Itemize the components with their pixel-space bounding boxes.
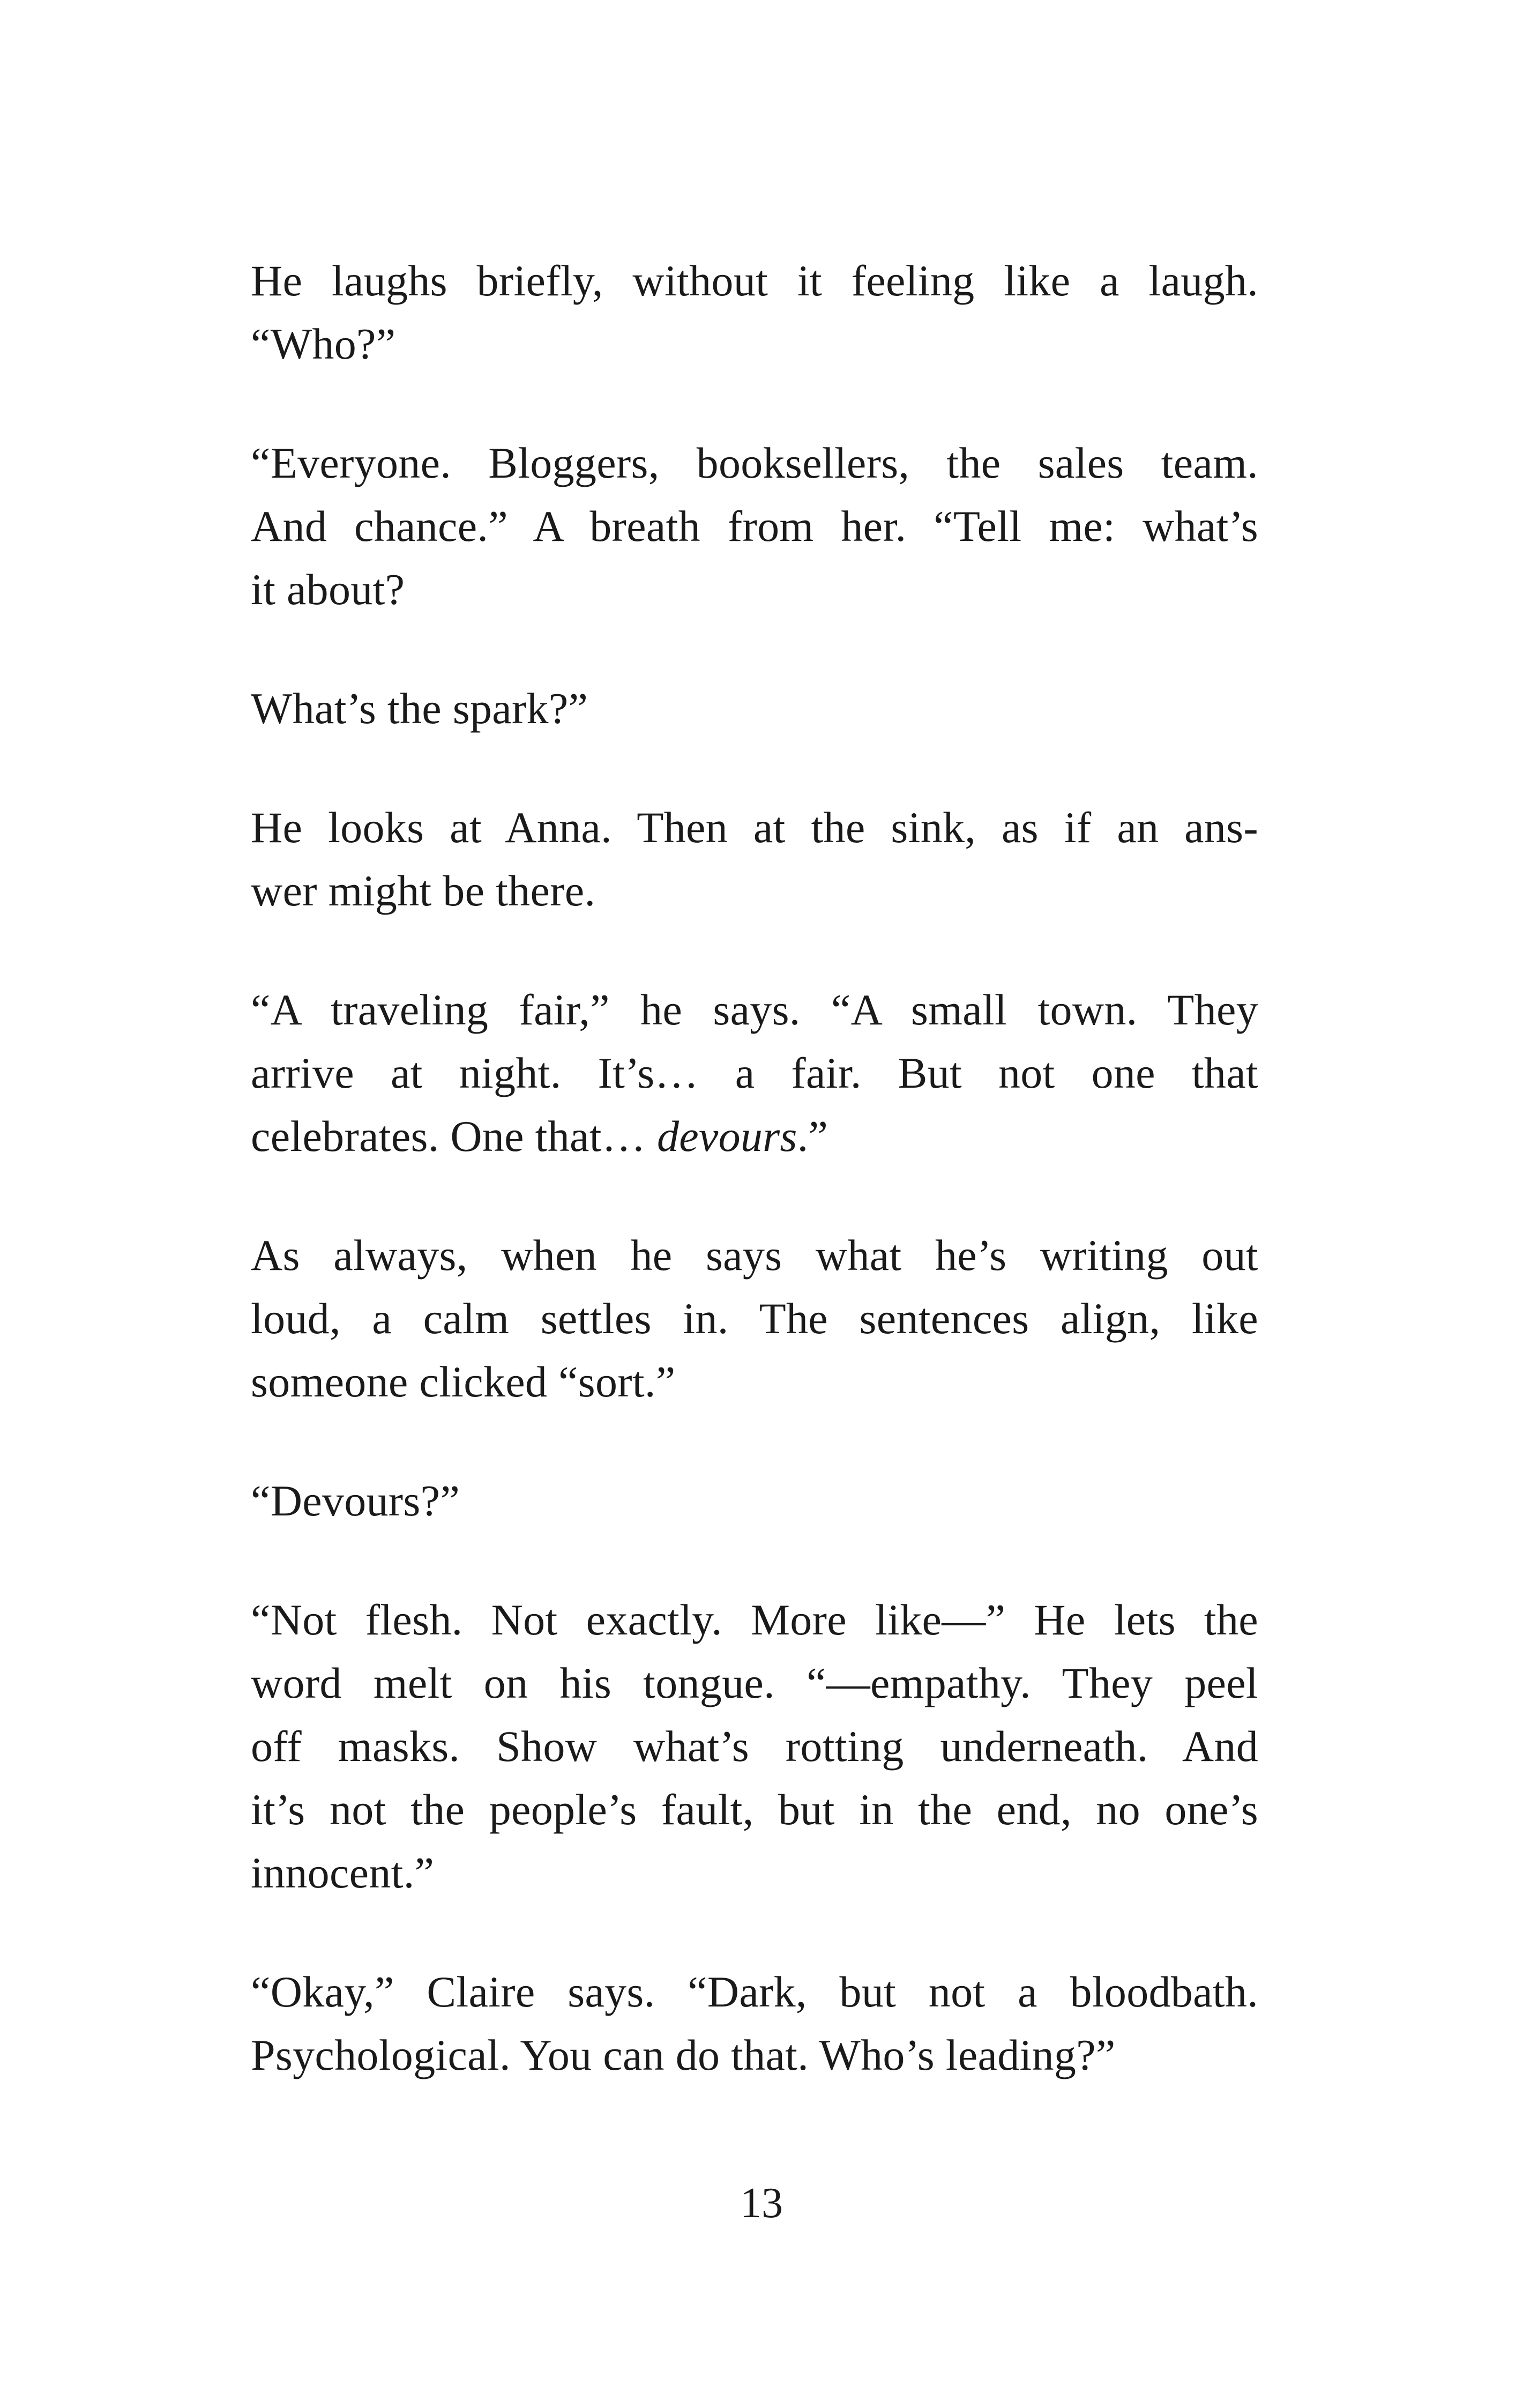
text-line: As always, when he says what he’s writing out — [251, 1231, 1258, 1280]
paragraph — [251, 1588, 1258, 1905]
text-line: “Not flesh. Not exactly. More like—” He lets the — [251, 1595, 1258, 1644]
paragraph — [251, 432, 1258, 621]
paragraph — [251, 1469, 1258, 1533]
text-line: And chance.” A breath from her. “Tell me: what’s — [251, 502, 1258, 551]
text-run: celebrates. One that… — [251, 1112, 657, 1161]
text-line: loud, a calm settles in. The sentences align, like — [251, 1294, 1258, 1343]
text-line: He laughs briefly, without it feeling like a laugh. — [251, 256, 1258, 305]
paragraph — [251, 796, 1258, 923]
body-text — [251, 249, 1258, 2087]
text-line: “Devours?” — [251, 1476, 460, 1525]
text-line: “A traveling fair,” he says. “A small town. They — [251, 985, 1258, 1034]
text-line: He looks at Anna. Then at the sink, as if an ans- — [251, 803, 1258, 852]
text-line: wer might be there. — [251, 866, 596, 915]
page-number: 13 — [740, 2180, 783, 2227]
text-line: “Everyone. Bloggers, booksellers, the sales team. — [251, 439, 1258, 487]
text-line: it about? — [251, 565, 405, 614]
text-line: it’s not the people’s fault, but in the end, no one’s — [251, 1785, 1258, 1834]
text-line: What’s the spark?” — [251, 684, 588, 733]
text-line: “Okay,” Claire says. “Dark, but not a bloodbath. — [251, 1967, 1258, 2016]
text-line: innocent.” — [251, 1848, 435, 1897]
text-line: “Who?” — [251, 319, 396, 368]
text-run: .” — [797, 1112, 828, 1161]
text-line: someone clicked “sort.” — [251, 1357, 676, 1406]
text-line: word melt on his tongue. “—empathy. They peel — [251, 1659, 1258, 1707]
paragraph — [251, 249, 1258, 376]
paragraph — [251, 1960, 1258, 2087]
text-line — [251, 1105, 1258, 1168]
text-line: off masks. Show what’s rotting underneath. And — [251, 1722, 1258, 1771]
paragraph — [251, 1224, 1258, 1414]
paragraph — [251, 978, 1258, 1168]
text-line: Psychological. You can do that. Who’s leading?” — [251, 2031, 1116, 2079]
text-line: arrive at night. It’s… a fair. But not one that — [251, 1049, 1258, 1097]
italic-word: devours — [656, 1112, 797, 1161]
paragraph — [251, 677, 1258, 740]
